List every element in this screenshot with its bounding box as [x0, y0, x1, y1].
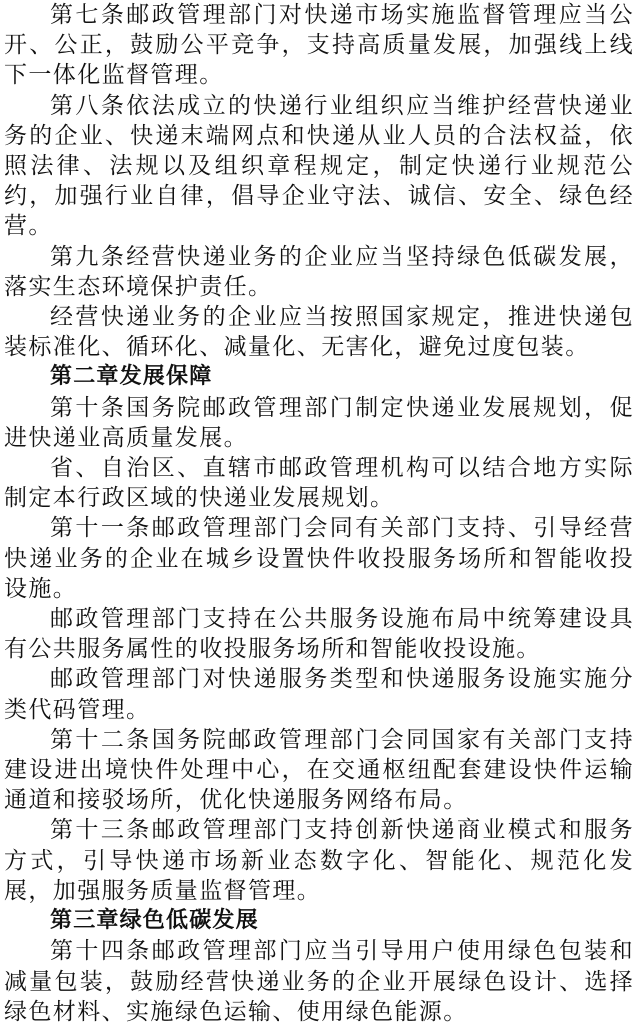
- article-10-paragraph: 第十条国务院邮政管理部门制定快递业发展规划，促进快递业高质量发展。: [4, 394, 634, 451]
- article-14-paragraph: 第十四条邮政管理部门应当引导用户使用绿色包装和减量包装，鼓励经营快递业务的企业开展绿色设计、选择绿色材料、实施绿色运输、使用绿色能源。: [4, 938, 634, 1025]
- public-facilities-paragraph: 邮政管理部门支持在公共服务设施布局中统筹建设具有公共服务属性的收投服务场所和智能收投设施。: [4, 606, 634, 663]
- article-13-paragraph: 第十三条邮政管理部门支持创新快递商业模式和服务方式，引导快递市场新业态数字化、智能化、规范化发展，加强服务质量监督管理。: [4, 817, 634, 904]
- article-11-paragraph: 第十一条邮政管理部门会同有关部门支持、引导经营快递业务的企业在城乡设置快件收投服务场所和智能收投设施。: [4, 515, 634, 602]
- classification-code-paragraph: 邮政管理部门对快递服务类型和快递服务设施实施分类代码管理。: [4, 666, 634, 723]
- document-body: [4, 0, 634, 1027]
- chapter-3-heading: 第三章绿色低碳发展: [50, 908, 259, 934]
- article-9-paragraph: 第九条经营快递业务的企业应当坚持绿色低碳发展，落实生态环境保护责任。: [4, 243, 634, 300]
- chapter-2-heading: 第二章发展保障: [50, 364, 213, 390]
- article-8-paragraph: 第八条依法成立的快递行业组织应当维护经营快递业务的企业、快递末端网点和快递从业人员的合法权益，依照法律、法规以及组织章程规定，制定快递行业规范公约，加强行业自律，倡导企业守法、诚信、安全、绿色经营。: [4, 92, 634, 240]
- article-7-paragraph: 第七条邮政管理部门对快递市场实施监督管理应当公开、公正，鼓励公平竞争，支持高质量发展，加强线上线下一体化监督管理。: [4, 2, 634, 89]
- packaging-paragraph: 经营快递业务的企业应当按照国家规定，推进快递包装标准化、循环化、减量化、无害化，避免过度包装。: [4, 304, 634, 361]
- provincial-planning-paragraph: 省、自治区、直辖市邮政管理机构可以结合地方实际制定本行政区域的快递业发展规划。: [4, 455, 634, 512]
- article-12-paragraph: 第十二条国务院邮政管理部门会同国家有关部门支持建设进出境快件处理中心，在交通枢纽配套建设快件运输通道和接驳场所，优化快递服务网络布局。: [4, 726, 634, 814]
